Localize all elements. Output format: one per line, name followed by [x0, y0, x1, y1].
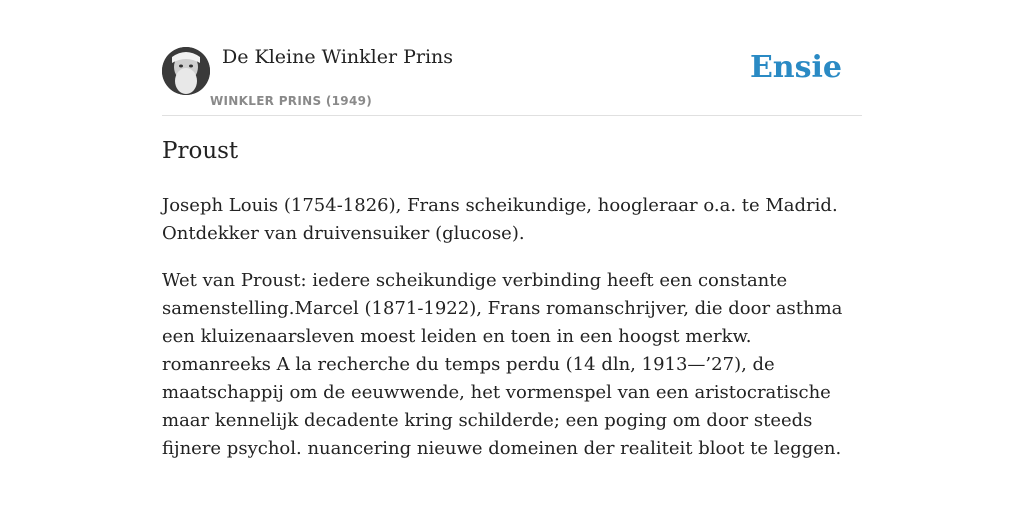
paragraph: Wet van Proust: iedere scheikundige verbinding heeft een constante samenstelling.Marcel (1871-1922), Frans romanschrijver, die door asthma een kluizenaarsleven moest leiden en toen in een hoogst merkw. romanreeks A la recherche du temps perdu (14 dln, 1913—’27), de maatschappij om de eeuwwende, het vormenspel van een aristocratische maar kennelijk decadente kring schilderde; een poging om door steeds fijnere psychol. nuancering nieuwe domeinen der realiteit bloot te leggen.	[162, 270, 843, 459]
source-header	[162, 40, 862, 116]
paragraph: Joseph Louis (1754-1826), Frans scheikundige, hoogleraar o.a. te Madrid. Ontdekker van druivensuiker (glucose).	[162, 195, 838, 244]
source-label: WINKLER PRINS (1949)	[210, 94, 373, 108]
article-body	[162, 192, 864, 482]
author-name-link[interactable]: De Kleine Winkler Prins	[222, 46, 454, 68]
author-avatar[interactable]	[162, 47, 210, 95]
portrait-photo-icon	[162, 47, 210, 95]
page-title: Proust	[162, 138, 239, 164]
ensie-logo[interactable]: Ensie	[749, 50, 842, 85]
